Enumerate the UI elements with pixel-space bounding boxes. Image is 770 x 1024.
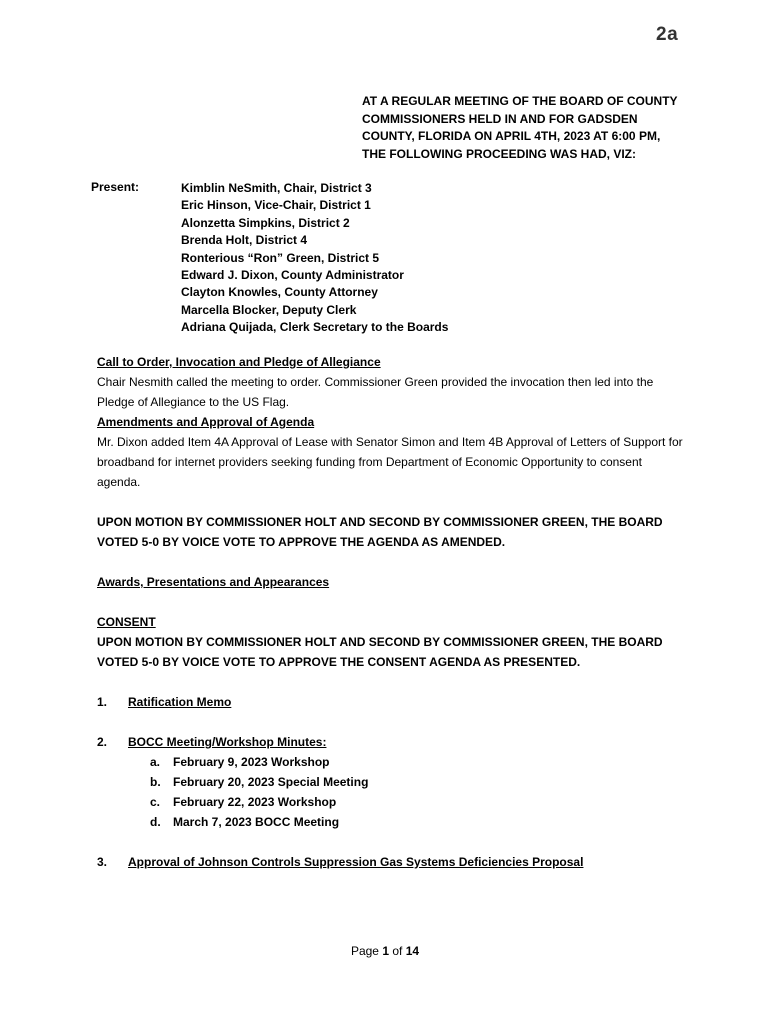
sub-item-text: February 20, 2023 Special Meeting	[173, 775, 369, 789]
page-footer	[0, 944, 770, 958]
item-number: 1.	[97, 695, 108, 709]
sub-item-letter: b.	[150, 775, 161, 789]
sub-item-letter: d.	[150, 815, 161, 829]
awards-title: Awards, Presentations and Appearances	[97, 575, 330, 589]
page-stamp: 2a	[656, 24, 679, 45]
sub-item	[97, 812, 687, 832]
agenda-item	[97, 732, 687, 752]
present-label: Present:	[91, 180, 140, 194]
motion-agenda: UPON MOTION BY COMMISSIONER HOLT AND SECOND BY COMMISSIONER GREEN, THE BOARD VOTED 5-0 BY VOICE VOTE TO APPROVE THE AGENDA AS AMENDED.	[97, 515, 663, 549]
minutes-body	[97, 352, 687, 872]
attendee: Marcella Blocker, Deputy Clerk	[181, 302, 357, 317]
footer-prefix: Page	[350, 944, 383, 958]
sub-item	[97, 772, 687, 792]
motion-consent: UPON MOTION BY COMMISSIONER HOLT AND SECOND BY COMMISSIONER GREEN, THE BOARD VOTED 5-0 BY VOICE VOTE TO APPROVE THE CONSENT AGENDA AS PRESENTED.	[97, 635, 663, 669]
sub-item	[97, 792, 687, 812]
consent-title: CONSENT	[97, 615, 156, 629]
item-title: Ratification Memo	[128, 695, 232, 709]
item-number: 2.	[97, 735, 108, 749]
attendee: Kimblin NeSmith, Chair, District 3	[181, 181, 372, 195]
amendments-title: Amendments and Approval of Agenda	[97, 415, 315, 429]
total-pages: 14	[405, 944, 420, 958]
current-page: 1	[382, 944, 389, 958]
item-title: Approval of Johnson Controls Suppression Gas Systems Deficiencies Proposal	[128, 855, 584, 869]
call-to-order-text: Chair Nesmith called the meeting to order. Commissioner Green provided the invocation then led into the Pledge of Allegiance to the US Flag.	[97, 375, 654, 409]
attendee: Brenda Holt, District 4	[181, 233, 308, 248]
agenda-item	[97, 692, 687, 712]
attendee: Adriana Quijada, Clerk Secretary to the Boards	[181, 320, 449, 335]
attendee: Clayton Knowles, County Attorney	[181, 285, 378, 300]
item-number: 3.	[97, 855, 108, 869]
footer-of: of	[389, 944, 406, 958]
attendee-list	[181, 180, 448, 337]
attendee: Eric Hinson, Vice-Chair, District 1	[181, 198, 371, 213]
item-title: BOCC Meeting/Workshop Minutes:	[128, 735, 327, 749]
sub-item	[97, 752, 687, 772]
attendee: Ronterious “Ron” Green, District 5	[181, 250, 380, 265]
meeting-heading: AT A REGULAR MEETING OF THE BOARD OF COUNTY COMMISSIONERS HELD IN AND FOR GADSDEN COUNTY, FLORIDA ON APRIL 4TH, 2023 AT 6:00 PM, THE FOLLOWING PROCEEDING WAS HAD, VIZ:	[362, 94, 678, 161]
agenda-item	[97, 852, 687, 872]
sub-item-text: February 9, 2023 Workshop	[173, 755, 330, 769]
sub-item-text: February 22, 2023 Workshop	[173, 795, 337, 809]
call-to-order-title: Call to Order, Invocation and Pledge of Allegiance	[97, 355, 381, 369]
sub-item-letter: c.	[150, 795, 161, 809]
attendee: Edward J. Dixon, County Administrator	[181, 268, 404, 283]
amendments-text: Mr. Dixon added Item 4A Approval of Lease with Senator Simon and Item 4B Approval of Letters of Support for broadband for internet providers seeking funding from Department of Economic Opportunity to consent agenda.	[97, 435, 683, 489]
attendee: Alonzetta Simpkins, District 2	[181, 215, 350, 230]
sub-item-letter: a.	[150, 755, 161, 769]
sub-item-text: March 7, 2023 BOCC Meeting	[173, 815, 340, 829]
